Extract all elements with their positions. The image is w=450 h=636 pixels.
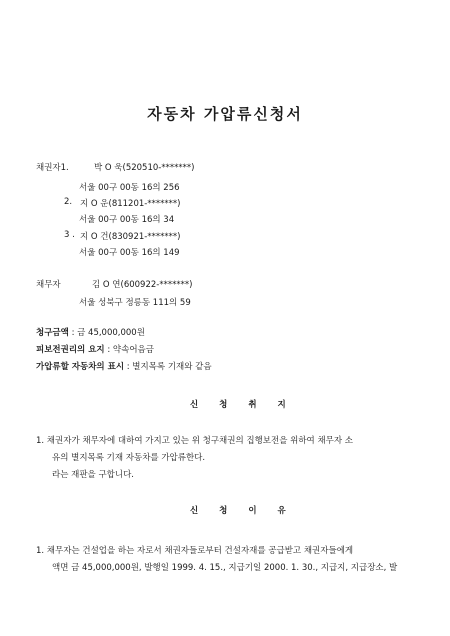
creditor-3-num: 3 .: [64, 230, 75, 240]
creditor-label: 채권자1.: [36, 163, 69, 173]
creditor-3-address: 서울 00구 00동 16의 149: [79, 248, 180, 258]
reason-line-1: 1. 채무자는 건설업을 하는 자로서 채권자들로부터 건설자재를 공급받고 채권자들에게: [36, 546, 354, 556]
creditor-3-name: 지 O 건(830921-*******): [80, 232, 181, 242]
debtor-address: 서울 성북구 정릉동 111의 59: [79, 298, 191, 308]
creditor-2-num: 2.: [64, 197, 73, 207]
claim-right-summary: 피보전권리의 요지 : 약속어음금: [36, 345, 154, 355]
debtor-name: 김 O 연(600922-*******): [92, 280, 193, 290]
claim-amount: 청구금액 : 금 45,000,000원: [36, 328, 145, 338]
creditor-2-name: 지 O 운(811201-*******): [80, 199, 181, 209]
debtor-label: 채무자: [36, 280, 61, 290]
creditor-1-name: 박 O 욱(520510-*******): [94, 163, 195, 173]
creditor-1-address: 서울 00구 00동 16의 256: [79, 183, 180, 193]
claim-vehicle-description: 가압류할 자동차의 표시 : 별지목록 기재와 같음: [36, 362, 212, 372]
reason-line-2: 액면 금 45,000,000원, 발행일 1999. 4. 15., 지급기일 2000. 1. 30., 지급지, 지급장소, 발: [52, 563, 398, 573]
purpose-heading: 신 청 취 지: [190, 400, 295, 410]
purpose-line-1: 1. 채권자가 채무자에 대하여 가지고 있는 위 청구채권의 집행보전을 위하여 채무자 소: [36, 436, 354, 446]
purpose-line-2: 유의 별지목록 기재 자동차를 가압류한다.: [52, 453, 206, 463]
reason-heading: 신 청 이 유: [190, 506, 295, 516]
purpose-line-3: 라는 재판을 구합니다.: [52, 470, 135, 480]
creditor-2-address: 서울 00구 00동 16의 34: [79, 215, 175, 225]
document-title: 자동차 가압류신청서: [147, 105, 303, 123]
